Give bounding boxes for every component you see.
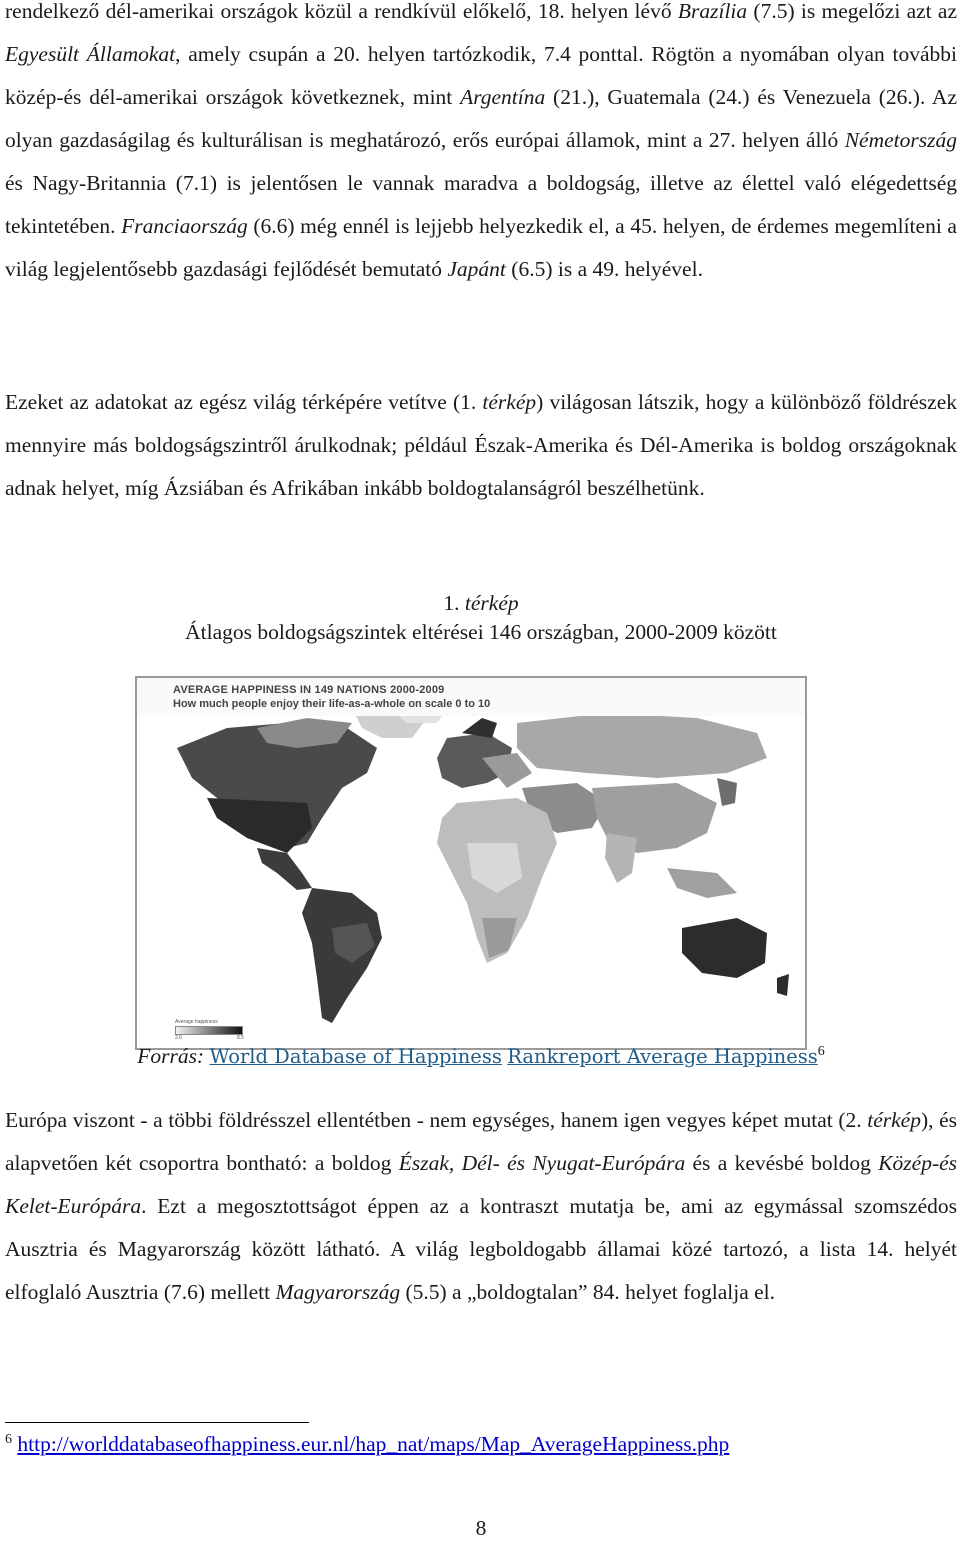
figure-number: 1. térkép: [443, 591, 519, 615]
legend-min-value: 2.6: [175, 1035, 182, 1041]
legend-max-value: 8.5: [237, 1035, 244, 1041]
footnote-number: 6: [5, 1432, 12, 1447]
map-title: AVERAGE HAPPINESS IN 149 NATIONS 2000-2009: [173, 684, 445, 696]
world-map-graphic: [137, 678, 805, 1048]
body-paragraph-2: Ezeket az adatokat az egész világ térképére vetítve (1. térkép) világosan látszik, hogy a különböző földrészek mennyire más boldogságszintről árulkodnak; például Észak-Amerika és Dél-Amerika is boldog országoknak adnak helyet, míg Ázsiában és Afrikában inkább boldogtalanságról beszélhetünk.: [5, 390, 957, 500]
map-header: [137, 678, 805, 716]
source-label: Forrás:: [137, 1044, 205, 1068]
source-link-database[interactable]: World Database of Happiness: [209, 1045, 502, 1068]
footnote-ref: 6: [817, 1044, 825, 1059]
source-link-rankreport[interactable]: Rankreport Average Happiness: [507, 1045, 818, 1068]
map-subtitle: How much people enjoy their life-as-a-whole on scale 0 to 10: [173, 698, 491, 710]
footnote-separator: [5, 1422, 309, 1423]
body-paragraph-1: rendelkező dél-amerikai országok közül a rendkívül előkelő, 18. helyen lévő Brazília (7.5) is megelőzi azt az Egyesült Államokat, amely csupán a 20. helyen tartózkodik, 7.4 ponttal. Rögtön a nyomában olyan további közép-és dél-amerikai országok következnek, mint Argentína (21.), Guatemala (24.) és Venezuela (26.). Az olyan gazdaságilag és kulturálisan is meghatározó, erős európai államok, mint a 27. helyen álló Németország és Nagy-Britannia (7.1) is jelentősen le vannak maradva a boldogság, illetve az élettel való elégedettség tekintetében. Franciaország (6.6) még ennél is lejjebb helyezkedik el, a 45. helyen, de érdemes megemlíteni a világ legjelentősebb gazdasági fejlődését bemutató Japánt (6.5) is a 49. helyével.: [5, 0, 958, 281]
footnote-url-link[interactable]: http://worlddatabaseofhappiness.eur.nl/hap_nat/maps/Map_AverageHappiness.php: [17, 1432, 730, 1456]
legend-label: Average happiness: [175, 1019, 218, 1025]
body-paragraph-3: Európa viszont - a többi földrésszel ellentétben - nem egységes, hanem igen vegyes képet mutat (2. térkép), és alapvetően két csoportra bontható: a boldog Észak, Dél- és Nyugat-Európára és a kevésbé boldog Közép-és Kelet-Európára. Ezt a megosztottságot éppen az a kontraszt mutatja be, ami az egymással szomszédos Ausztria és Magyarország között látható. A világ legboldogabb államai közé tartozó, a lista 14. helyét elfoglaló Ausztria (7.6) mellett Magyarország (5.5) a „boldogtalan” 84. helyet foglalja el.: [5, 1108, 958, 1304]
legend-gradient-bar: [175, 1026, 243, 1035]
figure-source: [5, 1044, 957, 1069]
world-happiness-map: [135, 676, 807, 1050]
figure-title: Átlagos boldogságszintek eltérései 146 országban, 2000-2009 között: [185, 620, 777, 644]
footnote: [5, 1432, 729, 1457]
page-number: 8: [475, 1516, 487, 1540]
